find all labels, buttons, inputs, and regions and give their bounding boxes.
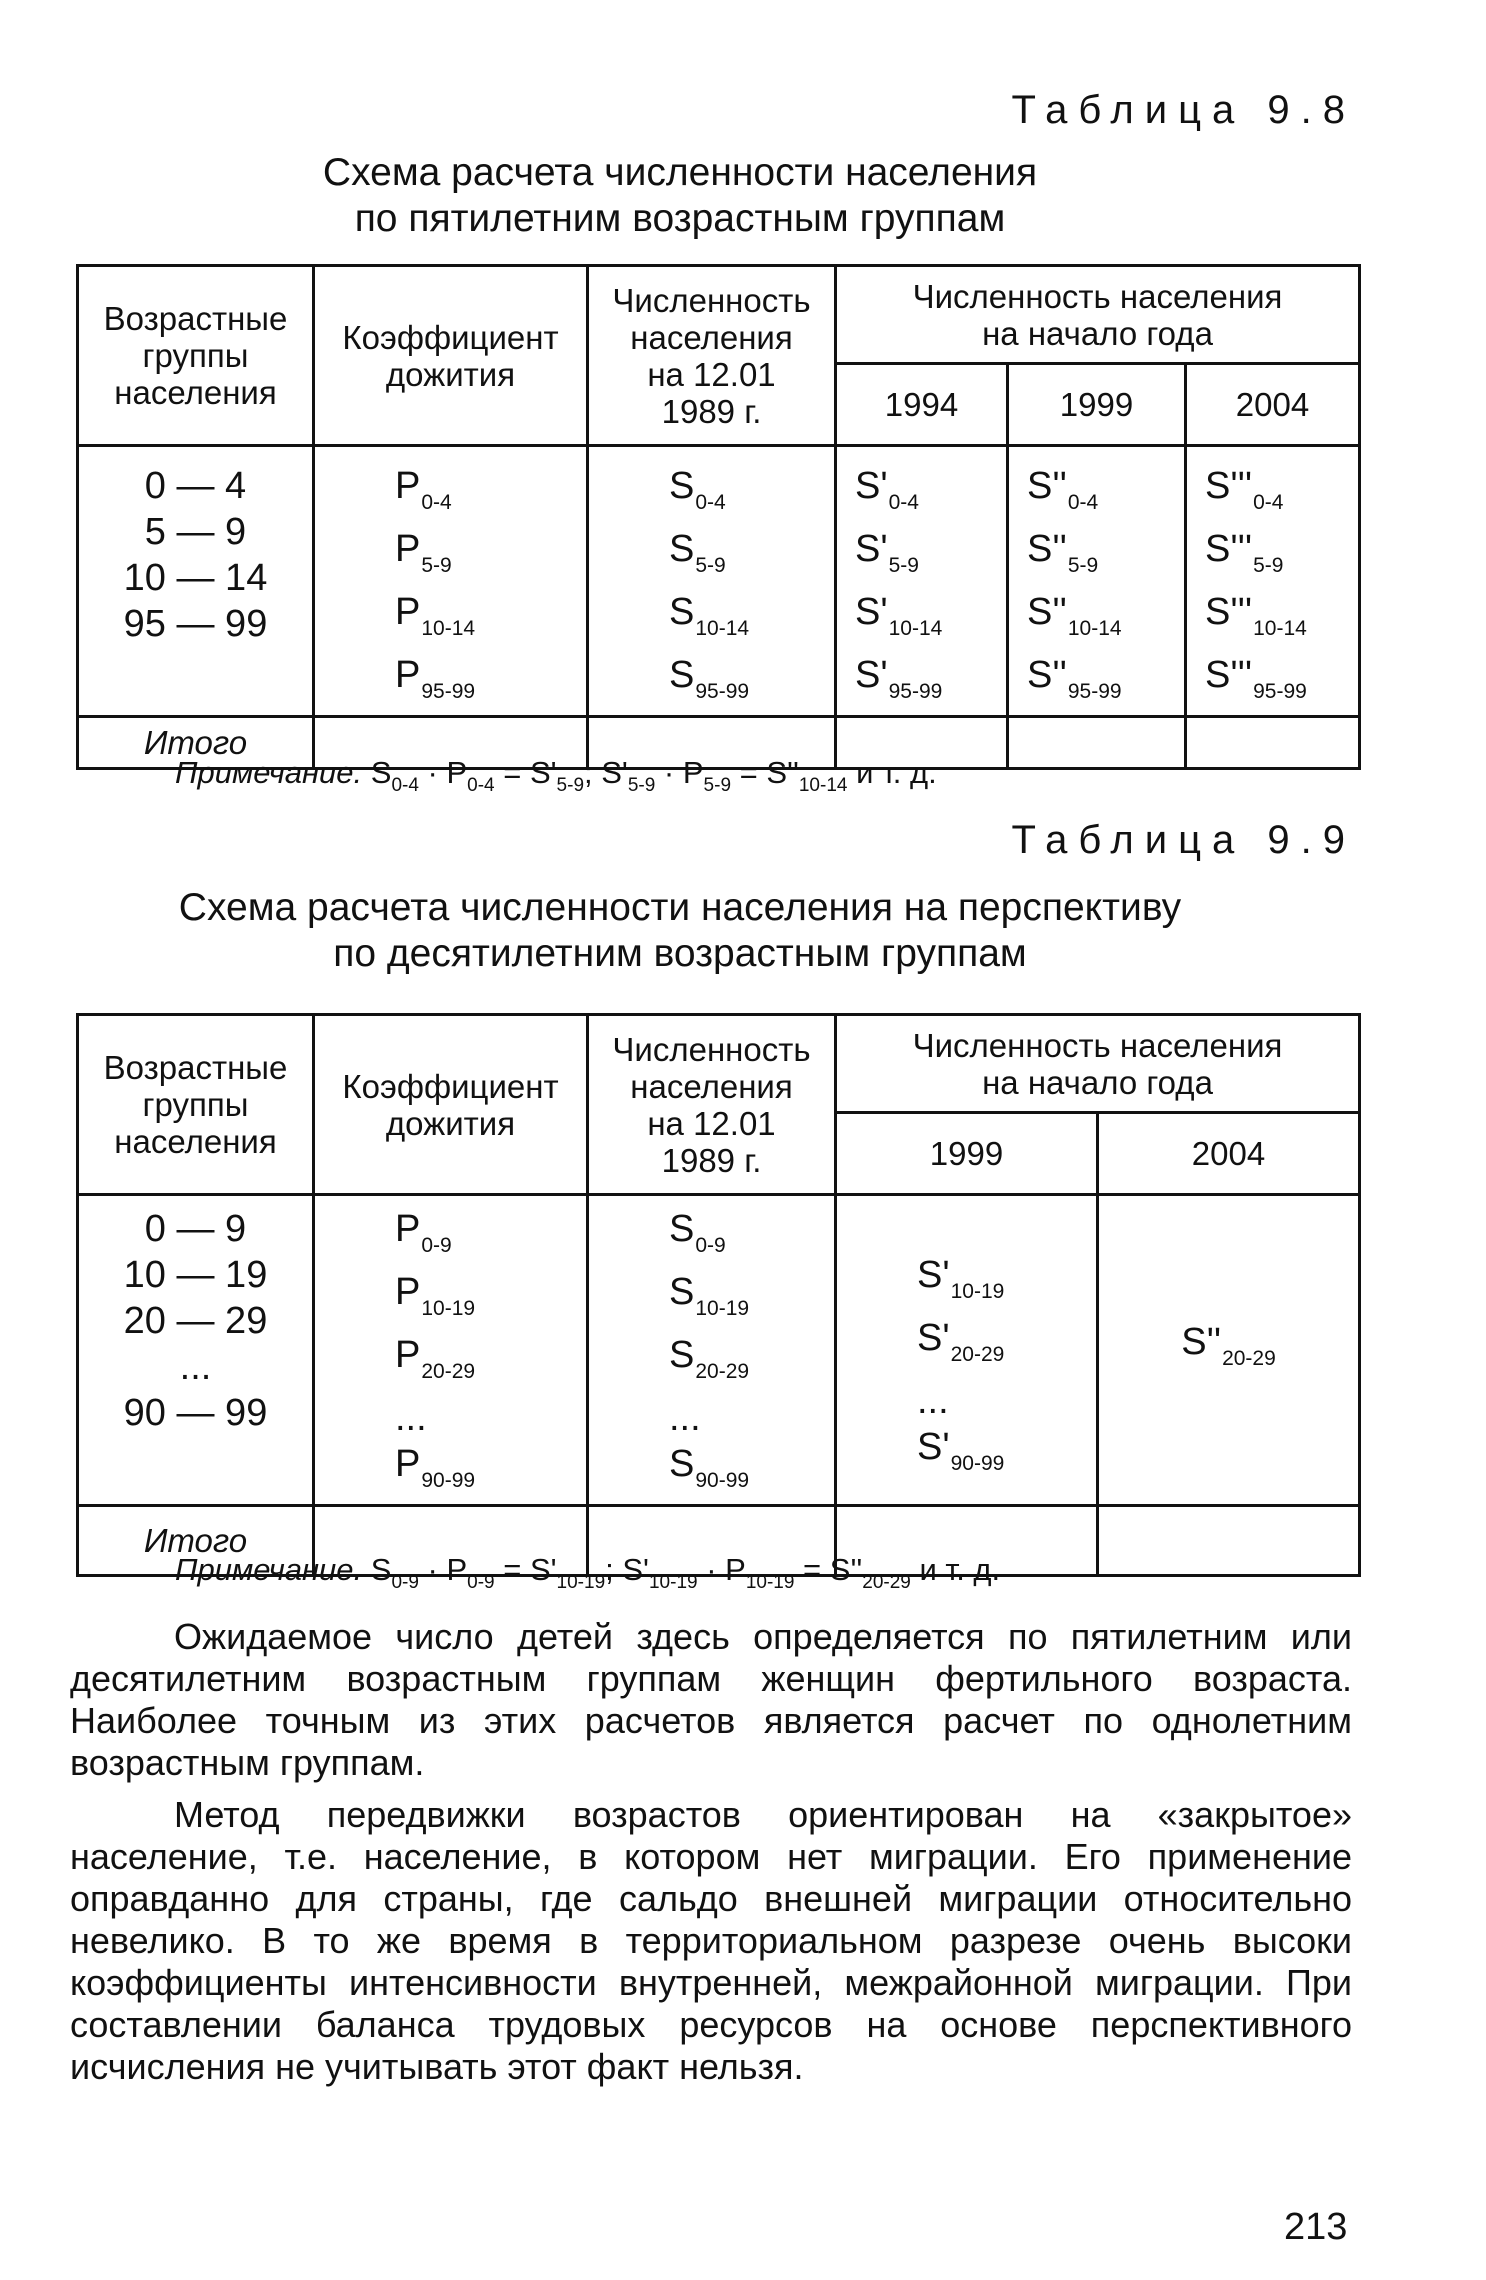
header-population-start: Численность населения на начало года — [836, 266, 1360, 364]
caption-line: Схема расчета численности населения — [322, 151, 1038, 194]
cell-formula: $S_{10-14}$ — [669, 591, 750, 640]
cell-formula: ... — [669, 1397, 701, 1439]
cell-formula: $S'_{10-19}$ — [917, 1254, 1005, 1303]
year-1994-cell — [836, 446, 1008, 717]
header-year: 2004 — [1186, 364, 1360, 446]
cell-formula: $S'_{10-14}$ — [855, 591, 943, 640]
table-9-9-note — [175, 1552, 1000, 1594]
cell-formula: $P_{90-99}$ — [395, 1443, 476, 1492]
table-9-8 — [76, 264, 1361, 770]
header-year: 1999 — [1008, 364, 1186, 446]
total-cell — [1186, 717, 1360, 769]
cell-formula: $P_{5-9}$ — [395, 528, 452, 577]
cell-line: 20 — 29 — [123, 1300, 268, 1342]
cell-formula: $S_{20-29}$ — [669, 1334, 750, 1383]
cell-formula: $P_{10-19}$ — [395, 1271, 476, 1320]
header-population-start: Численность населения на начало года — [836, 1015, 1360, 1113]
cell-formula: $S'_{5-9}$ — [855, 528, 919, 577]
cell-formula: $S'_{20-29}$ — [917, 1317, 1005, 1366]
table-9-9-label: Таблица 9.9 — [1011, 818, 1356, 862]
cell-formula: $S''_{5-9}$ — [1027, 528, 1099, 577]
population-1989-cell — [588, 446, 836, 717]
cell-formula — [837, 1206, 1096, 1252]
year-1999-cell — [836, 1195, 1098, 1506]
cell-formula: ... — [395, 1397, 427, 1439]
cell-formula: $S_{5-9}$ — [669, 528, 726, 577]
population-1989-cell — [588, 1195, 836, 1506]
age-groups-cell — [78, 1195, 314, 1506]
year-2004-cell — [1098, 1195, 1360, 1506]
cell-formula: $S_{95-99}$ — [669, 654, 750, 703]
cell-formula: $P_{0-9}$ — [395, 1208, 452, 1257]
table-9-9-caption — [130, 885, 1230, 977]
page-number: 213 — [1284, 2206, 1348, 2248]
header-year: 2004 — [1098, 1113, 1360, 1195]
cell-line: 0 — 4 — [144, 465, 247, 507]
caption-line: по пятилетним возрастным группам — [354, 197, 1006, 240]
cell-formula: $S_{0-9}$ — [669, 1208, 726, 1257]
cell-line: 0 — 9 — [144, 1208, 247, 1250]
age-groups-cell — [78, 446, 314, 717]
year-1999-cell — [1008, 446, 1186, 717]
cell-line: 5 — 9 — [144, 511, 247, 553]
cell-line: 10 — 14 — [123, 557, 268, 599]
coefficient-cell — [314, 446, 588, 717]
cell-formula: $S''_{10-14}$ — [1027, 591, 1122, 640]
table-9-8-note — [175, 755, 937, 797]
header-age-groups: Возрастные группы населения — [78, 266, 314, 446]
note-label: Примечание. — [175, 755, 363, 790]
header-coefficient: Коэффициент дожития — [314, 266, 588, 446]
cell-formula: $S'''_{0-4}$ — [1205, 465, 1284, 514]
note-formula: $S_{0-9} \cdot P_{0-9} = S'_{10-19}$; $S'_{10-19} \cdot P_{10-19} = S''_{20-29}$ и т. д. — [362, 1552, 1001, 1593]
note-label: Примечание. — [175, 1552, 363, 1587]
total-cell — [1098, 1506, 1360, 1576]
cell-line: 90 — 99 — [123, 1392, 268, 1434]
header-year: 1999 — [836, 1113, 1098, 1195]
cell-formula: $S'_{95-99}$ — [855, 654, 943, 703]
cell-formula: $S''_{20-29}$ — [1181, 1320, 1276, 1370]
table-9-8-caption — [230, 150, 1130, 242]
year-2004-cell — [1186, 446, 1360, 717]
table-9-8-label: Таблица 9.8 — [1011, 88, 1356, 132]
cell-formula: $P_{20-29}$ — [395, 1334, 476, 1383]
total-label: Итого — [78, 1506, 314, 1576]
cell-formula: $S'''_{5-9}$ — [1205, 528, 1284, 577]
header-population-1989: Численность населения на 12.01 1989 г. — [588, 1015, 836, 1195]
cell-formula: $S'''_{95-99}$ — [1205, 654, 1307, 703]
cell-formula: $S_{0-4}$ — [669, 465, 726, 514]
cell-formula: $S_{90-99}$ — [669, 1443, 750, 1492]
header-age-groups: Возрастные группы населения — [78, 1015, 314, 1195]
total-cell — [1008, 717, 1186, 769]
note-formula: $S_{0-4} \cdot P_{0-4} = S'_{5-9}$; $S'_{5-9} \cdot P_{5-9} = S''_{10-14}$ и т. д. — [362, 755, 937, 796]
cell-formula: $S'''_{10-14}$ — [1205, 591, 1307, 640]
coefficient-cell — [314, 1195, 588, 1506]
cell-line: 95 — 99 — [123, 603, 268, 645]
header-year: 1994 — [836, 364, 1008, 446]
cell-formula: $S'_{0-4}$ — [855, 465, 919, 514]
total-label: Итого — [78, 717, 314, 769]
cell-formula: $P_{0-4}$ — [395, 465, 452, 514]
cell-line: ... — [179, 1346, 212, 1388]
cell-formula: $S''_{0-4}$ — [1027, 465, 1099, 514]
cell-formula: $P_{10-14}$ — [395, 591, 476, 640]
cell-formula: $P_{95-99}$ — [395, 654, 476, 703]
caption-line: Схема расчета численности населения на перспективу — [178, 886, 1182, 929]
header-population-1989: Численность населения на 12.01 1989 г. — [588, 266, 836, 446]
header-coefficient: Коэффициент дожития — [314, 1015, 588, 1195]
paragraph-1: Ожидаемое число детей здесь определяется по пятилетним или десятилетним возрастным группам женщин фертильного возраста. Наиболее точным из этих расчетов является расчет по однолетним возрастным группам. — [70, 1616, 1352, 1783]
cell-formula: ... — [917, 1380, 949, 1422]
cell-formula: $S''_{95-99}$ — [1027, 654, 1122, 703]
caption-line: по десятилетним возрастным группам — [333, 932, 1027, 975]
cell-formula: $S'_{90-99}$ — [917, 1426, 1005, 1475]
table-9-9 — [76, 1013, 1361, 1577]
paragraph-2: Метод передвижки возрастов ориентирован на «закрытое» население, т.е. население, в котором нет миграции. Его применение оправданно для страны, где сальдо внешней миграции относительно невелико. В то же время в территориальном разрезе очень высоки коэффициенты интенсивности внутренней, межрайонной миграции. При составлении баланса трудовых ресурсов на основе перспективного исчисления не учитывать этот факт нельзя. — [70, 1794, 1352, 2087]
cell-formula: $S_{10-19}$ — [669, 1271, 750, 1320]
cell-line: 10 — 19 — [123, 1254, 268, 1296]
